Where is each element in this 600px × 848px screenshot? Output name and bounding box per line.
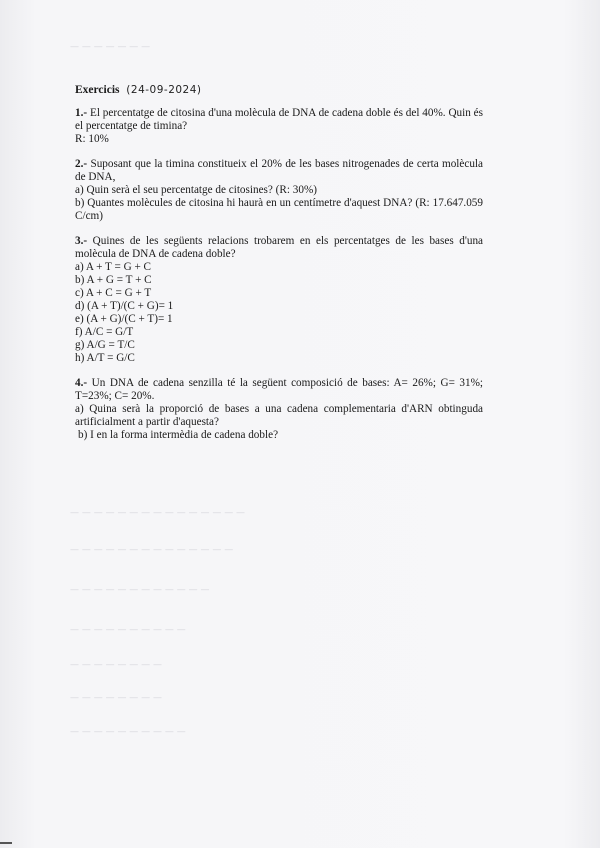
exercise-answer: R: 10%: [75, 133, 109, 145]
exercise-1: [75, 107, 483, 146]
relation-option: e) (A + G)/(C + T)= 1: [75, 313, 173, 325]
relation-option: d) (A + T)/(C + G)= 1: [75, 300, 174, 312]
relation-option: g) A/G = T/C: [75, 339, 135, 351]
document-body: [75, 84, 483, 454]
bleed-through-mark: — — — — — — — — — —: [70, 625, 186, 635]
exercise-2: [75, 158, 483, 223]
relation-option: a) A + T = G + C: [75, 261, 152, 273]
relation-option: b) A + G = T + C: [75, 274, 152, 286]
exercise-number: 3.-: [75, 235, 88, 247]
bleed-through-mark: — — — — — — — —: [70, 693, 163, 703]
document-heading: [75, 84, 483, 97]
relation-option: f) A/C = G/T: [75, 326, 134, 338]
bleed-through-mark: — — — — — — — — — — — — — —: [70, 545, 234, 555]
exercise-number: 2.-: [75, 158, 88, 170]
exercise-number: 1.-: [75, 107, 88, 119]
bleed-through-mark: — — — — — — — — — —: [70, 727, 186, 737]
relation-option: h) A/T = G/C: [75, 352, 135, 364]
exercise-subquestion: b) I en la forma intermèdia de cadena doble?: [78, 429, 279, 441]
scan-edge-mark: [0, 842, 12, 844]
bleed-through-mark: — — — — — — — —: [70, 660, 163, 670]
bleed-through-mark: — — — — — — — — — — — — — — —: [70, 508, 246, 518]
exercise-4: [75, 377, 483, 442]
exercise-question: El percentatge de citosina d'una molècula de DNA de cadena doble és del 40%. Quin és el percentatge de timina?: [75, 107, 484, 132]
document-title: Exercicis: [75, 84, 120, 96]
relation-option: c) A + C = G + T: [75, 287, 152, 299]
exercise-question: Suposant que la timina constitueix el 20% de les bases nitrogenades de certa molècula de DNA,: [75, 158, 484, 183]
exercise-3: [75, 235, 483, 365]
bleed-through-mark: — — — — — — — — — — — —: [70, 585, 210, 595]
exercise-number: 4.-: [75, 377, 88, 389]
bleed-through-mark: — — — — — — —: [70, 42, 151, 52]
exercise-question: Quines de les següents relacions trobarem en els percentatges de les bases d'una molècula de DNA de cadena doble?: [75, 235, 484, 260]
exercise-subquestion: a) Quin serà el seu percentatge de citosines? (R: 30%): [75, 184, 317, 196]
exercise-question: Un DNA de cadena senzilla té la següent composició de bases: A= 26%; G= 31%; T=23%; C= 20%.: [75, 377, 484, 402]
exercise-subquestion: b) Quantes molècules de citosina hi haurà en un centímetre d'aquest DNA? (R: 17.647.059 C/cm): [75, 197, 483, 222]
handwritten-date: (24-09-2024): [126, 84, 202, 96]
exercise-subquestion: a) Quina serà la proporció de bases a una cadena complementaria d'ARN obtinguda artificialment a partir d'aquesta?: [75, 403, 483, 428]
